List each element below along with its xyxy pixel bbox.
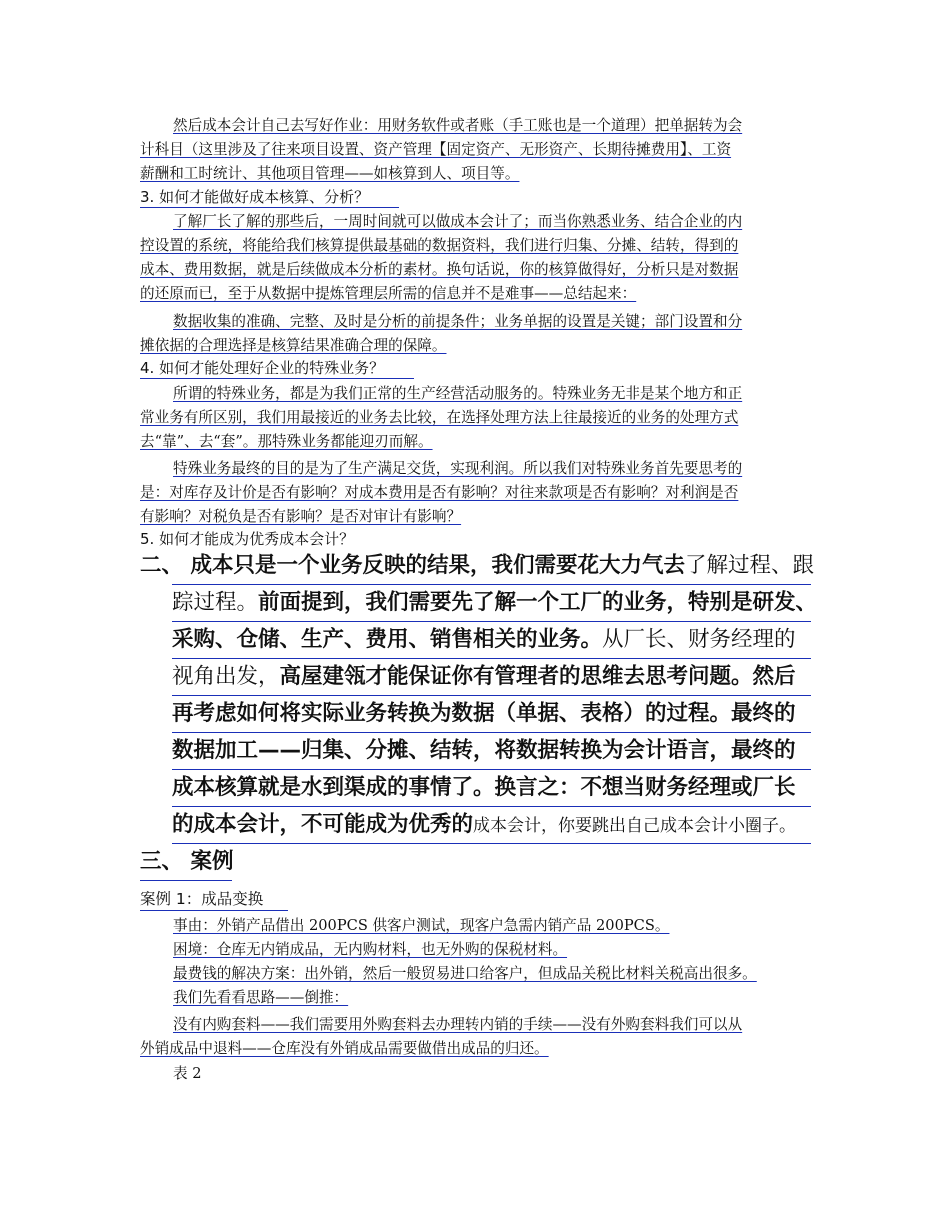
heading-3: 3. 如何才能做好成本核算、分析？ — [140, 186, 399, 207]
text-line: 成本、费用数据，就是后续做成本分析的素材。换句话说，你的核算做得好，分析只是对数据 — [140, 261, 739, 278]
text-line: 特殊业务最终的目的是为了生产满足交货，实现利润。所以我们对特殊业务首先要思考的 — [173, 460, 743, 477]
text-line: 常业务有所区别，我们用最接近的业务去比较，在选择处理方法上往最接近的业务的处理方式 — [140, 409, 739, 426]
paragraph-3a — [140, 210, 811, 306]
section-2-line: 视角出发，高屋建瓴才能保证你有管理者的思维去思考问题。然后 — [172, 664, 796, 689]
section-3-heading: 三、 案例 — [140, 849, 234, 874]
paragraph-4b — [140, 457, 811, 529]
section-2-line: 采购、仓储、生产、费用、销售相关的业务。从厂长、财务经理的 — [172, 627, 796, 652]
paragraph-4a — [140, 382, 811, 454]
table-label: 表 2 — [173, 1065, 202, 1082]
case-1-title: 案例 1：成品变换 — [140, 890, 264, 908]
case-1-paragraph — [140, 1013, 811, 1061]
text-line: 然后成本会计自己去写好作业：用财务软件或者账（手工账也是一个道理）把单据转为会 — [173, 117, 743, 134]
underline-rule — [140, 880, 232, 881]
text-line: 有影响？对税负是否有影响？是否对审计有影响？ — [140, 508, 462, 525]
text-line: 数据收集的准确、完整、及时是分析的前提条件；业务单据的设置是关键；部门设置和分 — [173, 313, 743, 330]
text-line: 是：对库存及计价是否有影响？对成本费用是否有影响？对往来款项是否有影响？对利润是否 — [140, 484, 739, 501]
heading-5: 5. 如何才能成为优秀成本会计？ — [140, 530, 355, 548]
text-line: 所谓的特殊业务，都是为我们正常的生产经营活动服务的。特殊业务无非是某个地方和正 — [173, 385, 743, 402]
heading-4: 4. 如何才能处理好企业的特殊业务？ — [140, 357, 414, 378]
text-line: 困境：仓库无内销成品，无内购材料，也无外购的保税材料。 — [173, 941, 568, 958]
text-line: 事由：外销产品借出 200PCS 供客户测试，现客户急需内销产品 200PCS。 — [173, 917, 670, 934]
text-line: 薪酬和工时统计、其他项目管理——如核算到人、项目等。 — [140, 165, 520, 182]
section-2-line: 成本核算就是水到渠成的事情了。换言之：不想当财务经理或厂长 — [172, 775, 796, 800]
section-2-line: 的成本会计，不可能成为优秀的成本会计，你要跳出自己成本会计小圈子。 — [172, 812, 797, 837]
section-2-line: 踪过程。前面提到，我们需要先了解一个工厂的业务，特别是研发、 — [172, 590, 818, 615]
section-2-line: 二、 成本只是一个业务反映的结果，我们需要花大力气去了解过程、跟 — [140, 553, 815, 578]
text-line: 计科目（这里涉及了往来项目设置、资产管理【固定资产、无形资产、长期待摊费用】、工资 — [140, 141, 732, 158]
text-line: 我们先看看思路——倒推： — [173, 989, 349, 1006]
underline-rule — [140, 910, 288, 911]
text-line: 外销成品中退料——仓库没有外销成品需要做借出成品的归还。 — [140, 1040, 549, 1057]
paragraph-intro — [140, 114, 811, 186]
section-2-line: 数据加工——归集、分摊、结转，将数据转换为会计语言，最终的 — [172, 738, 796, 763]
case-1-details — [140, 914, 811, 1010]
text-line: 最费钱的解决方案：出外销，然后一般贸易进口给客户，但成品关税比材料关税高出很多。 — [173, 965, 757, 982]
paragraph-3b — [140, 310, 811, 358]
text-line: 没有内购套料——我们需要用外购套料去办理转内销的手续——没有外购套料我们可以从 — [173, 1016, 743, 1033]
text-line: 摊依据的合理选择是核算结果准确合理的保障。 — [140, 337, 447, 354]
text-line: 的还原而已，至于从数据中提炼管理层所需的信息并不是难事——总结起来： — [140, 285, 637, 302]
section-2-line: 再考虑如何将实际业务转换为数据（单据、表格）的过程。最终的 — [172, 701, 796, 726]
text-line: 去“靠”、去“套”。那特殊业务都能迎刃而解。 — [140, 433, 433, 450]
underline-rule — [172, 843, 811, 844]
text-line: 控设置的系统，将能给我们核算提供最基础的数据资料，我们进行归集、分摊、结转，得到的 — [140, 237, 739, 254]
text-line: 了解厂长了解的那些后，一周时间就可以做成本会计了；而当你熟悉业务、结合企业的内 — [173, 213, 743, 230]
